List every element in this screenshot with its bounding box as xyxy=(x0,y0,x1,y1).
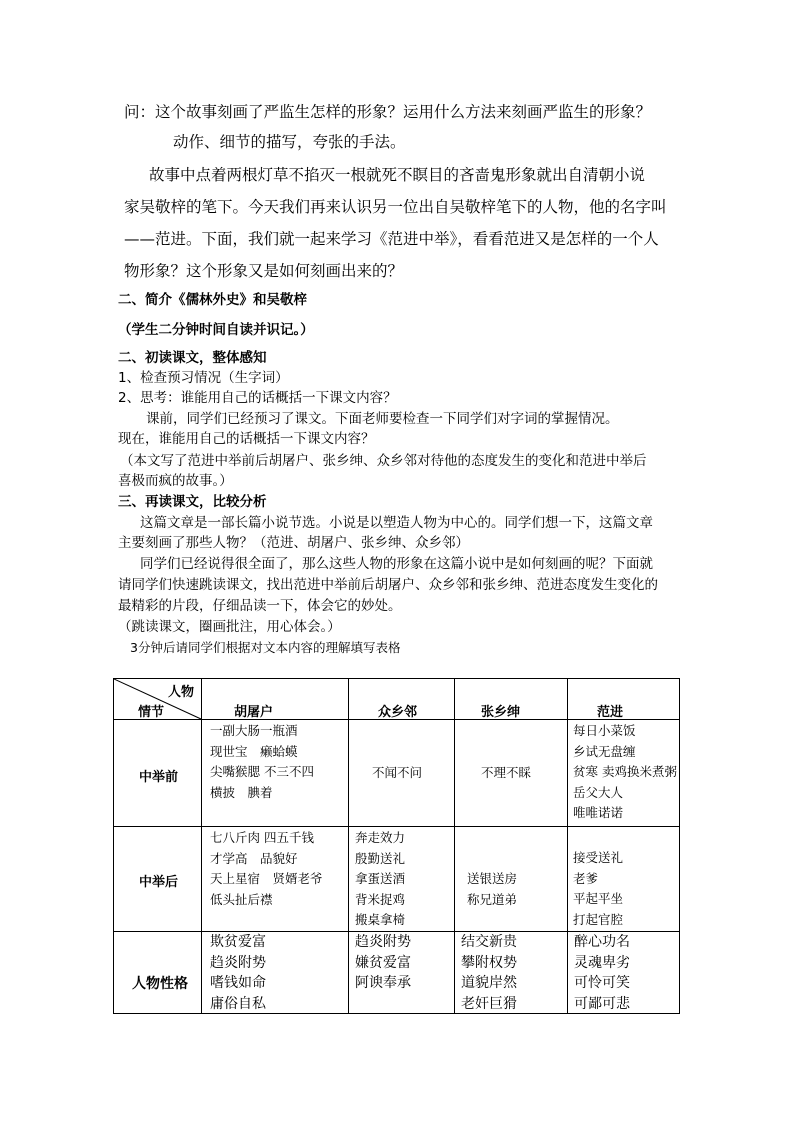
intro-line-1: 故事中点着两根灯草不掐灭一根就死不瞑目的吝啬鬼形象就出自清朝小说 xyxy=(149,166,646,184)
reread-p2-line-1: 同学们已经说得很全面了，那么这些人物的形象在这篇小说中是如何刻画的呢？下面就 xyxy=(140,556,653,572)
summary-line-2: 喜极而疯的故事。） xyxy=(118,473,233,489)
question-line: 问：这个故事刻画了严监生怎样的形象？运用什么方法来刻画严监生的形象？ xyxy=(124,103,652,121)
table-col-divider xyxy=(567,679,568,1013)
table-cell: 一副大肠一瓶酒 现世宝 癞蛤蟆 尖嘴猴腮 不三不四 横披 腆着 xyxy=(210,723,314,800)
section-author-heading: 二、简介《儒林外史》和吴敬梓 xyxy=(118,292,307,308)
table-cell: 七八斤肉 四五千钱 才学高 品貌好 天上星宿 贤婿老爷 低头扯后襟 xyxy=(210,830,323,907)
table-cell: 不闻不问 xyxy=(372,765,423,780)
table-col-divider xyxy=(348,679,349,1013)
corner-header-bottom: 情节 xyxy=(138,705,165,720)
reread-p1-line-1: 这篇文章是一部长篇小说节选。小说是以塑造人物为中心的。同学们想一下，这篇文章 xyxy=(140,515,653,531)
column-header-fanjin: 范进 xyxy=(597,705,624,720)
table-cell: 送银送房 称兄道弟 xyxy=(467,871,518,907)
table-cell: 欺贫爱富 趋炎附势 嗜钱如命 庸俗自私 xyxy=(210,934,266,1012)
section-reread-heading: 三、再读课文，比较分析 xyxy=(118,494,267,510)
reread-p1-line-2: 主要刻画了那些人物？（范进、胡屠户、张乡绅、众乡邻） xyxy=(118,535,469,551)
intro-line-4: 物形象？这个形象又是如何刻画出来的？ xyxy=(124,262,404,280)
reread-p2-line-2: 请同学们快速跳读课文，找出范进中举前后胡屠户、众乡邻和张乡绅、范进态度发生变化的 xyxy=(118,577,658,593)
row-label-after: 中举后 xyxy=(139,875,179,890)
step-2: 2、思考：谁能用自己的话概括一下课文内容？ xyxy=(118,390,397,406)
ask-line: 现在，谁能用自己的话概括一下课文内容？ xyxy=(118,431,375,447)
corner-header-top: 人物 xyxy=(168,685,195,700)
comparison-table xyxy=(113,678,680,1014)
table-cell: 接受送礼 老爹 平起平坐 打起官腔 xyxy=(573,850,624,927)
summary-line-1: （本文写了范进中举前后胡屠户、张乡绅、众乡邻对待他的态度发生的变化和范进中举后 xyxy=(120,453,647,469)
teacher-line: 课前，同学们已经预习了课文。下面老师要检查一下同学们对字词的掌握情况。 xyxy=(146,411,619,427)
table-col-divider xyxy=(201,679,202,1013)
section-first-reading-heading: 二、初读课文，整体感知 xyxy=(118,350,267,366)
table-row-divider xyxy=(114,826,679,827)
column-header-hutuhu: 胡屠户 xyxy=(234,705,274,720)
column-header-zhangxiangshen: 张乡绅 xyxy=(481,705,521,720)
table-cell: 奔走效力 殷勤送礼 拿蛋送酒 背米捉鸡 搬桌拿椅 xyxy=(355,830,406,928)
intro-line-2: 家吴敬梓的笔下。今天我们再来认识另一位出自吴敬梓笔下的人物，他的名字叫 xyxy=(124,198,667,216)
row-label-character: 人物性格 xyxy=(132,976,188,992)
table-cell: 结交新贵 攀附权势 道貌岸然 老奸巨猾 xyxy=(461,934,517,1012)
table-intro: 3分钟后请同学们根据对文本内容的理解填写表格 xyxy=(130,640,401,655)
row-label-before: 中举前 xyxy=(139,770,179,785)
step-1: 1、检查预习情况（生字词） xyxy=(118,370,289,386)
table-cell: 醉心功名 灵魂卑劣 可怜可笑 可鄙可悲 xyxy=(574,934,630,1012)
table-cell: 不理不睬 xyxy=(481,765,532,780)
reread-p2-line-3: 最精彩的片段，仔细品读一下，体会它的妙处。 xyxy=(118,598,402,614)
self-study-note: （学生二分钟时间自读并识记。） xyxy=(118,322,314,338)
table-col-divider xyxy=(454,679,455,1013)
column-header-zhongxianglin: 众乡邻 xyxy=(378,705,418,720)
table-cell: 趋炎附势 嫌贫爱富 阿谀奉承 xyxy=(355,934,411,992)
skim-note: （跳读课文，圈画批注，用心体会。） xyxy=(118,619,341,635)
answer-line: 动作、细节的描写，夸张的手法。 xyxy=(173,133,406,151)
intro-line-3: ——范进。下面，我们就一起来学习《范进中举》，看看范进又是怎样的一个人 xyxy=(124,230,659,248)
table-cell: 每日小菜饭 乡试无盘缠 贫寒 卖鸡换米煮粥 岳父大人 唯唯诺诺 xyxy=(573,723,677,821)
